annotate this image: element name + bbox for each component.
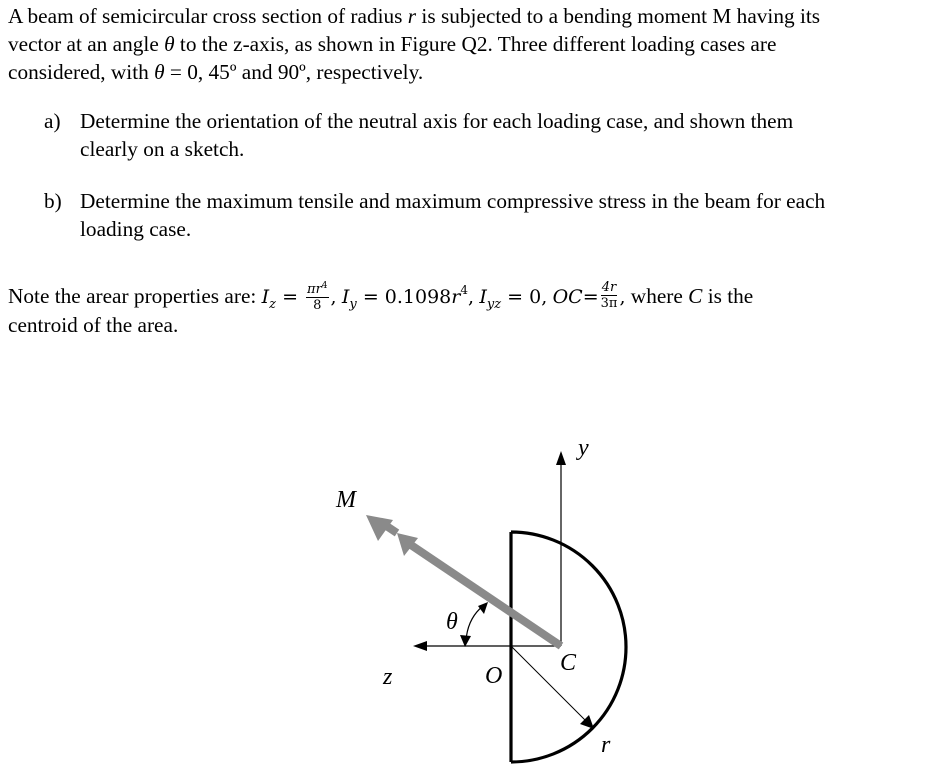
- note-where: where: [625, 284, 689, 308]
- z-axis-label: z: [383, 664, 393, 690]
- Iy-subscript: y: [349, 297, 357, 312]
- Iz-equals: =: [276, 286, 305, 308]
- comma: ,: [619, 286, 626, 308]
- z-axis-arrowhead: [413, 641, 427, 651]
- OC-equals: =: [582, 286, 599, 308]
- theta-label: θ: [446, 609, 458, 635]
- moment-label: M: [336, 487, 356, 513]
- theta-arrowhead-lower: [460, 635, 471, 647]
- comma: ,: [330, 286, 337, 308]
- centroid-symbol: C: [688, 284, 703, 308]
- Iy-exponent: 4: [460, 283, 468, 297]
- comma: ,: [468, 286, 475, 308]
- Iz-denominator: 8: [313, 298, 322, 314]
- Iyz-subscript: yz: [486, 297, 502, 312]
- note-line-2: centroid of the area.: [8, 313, 179, 337]
- radius-label: r: [601, 732, 611, 758]
- centroid-label: C: [560, 650, 577, 676]
- intro-text: considered, with: [8, 60, 155, 84]
- OC-label: OC: [552, 286, 583, 308]
- note-suffix: is the: [702, 284, 754, 308]
- part-a-line-1: Determine the orientation of the neutral axis for each loading case, and shown them: [80, 109, 794, 133]
- y-axis-label: y: [578, 435, 589, 461]
- intro-text: is subjected to a bending moment M having its: [416, 4, 821, 28]
- part-a-line-2: clearly on a sketch.: [80, 137, 245, 161]
- theta-arc: [466, 606, 483, 640]
- Iyz-value: = 0: [501, 286, 542, 308]
- OC-denominator: 3π: [600, 296, 618, 312]
- comma: ,: [541, 286, 548, 308]
- Iyz-symbol: I: [479, 286, 487, 308]
- part-b-line-1: Determine the maximum tensile and maximum compressive stress in the beam for each: [80, 189, 826, 213]
- Iy-var: r: [451, 286, 461, 308]
- Iz-num-exponent: 4: [321, 281, 328, 292]
- part-b-label: b): [44, 189, 62, 213]
- intro-text: vector at an angle: [8, 32, 165, 56]
- Iz-subscript: z: [269, 297, 277, 312]
- intro-text: = 0, 45º and 90º, respectively.: [164, 60, 424, 84]
- theta-symbol: θ: [154, 60, 165, 84]
- semicircle-section: [511, 532, 626, 762]
- Iy-symbol: I: [341, 286, 350, 308]
- theta-symbol: θ: [164, 32, 175, 56]
- radius-line: [511, 646, 588, 723]
- OC-num-text: 4r: [601, 280, 617, 296]
- intro-text: to the z-axis, as shown in Figure Q2. Three different loading cases are: [174, 32, 777, 56]
- y-axis-arrowhead: [556, 451, 566, 465]
- note-prefix: Note the arear properties are:: [8, 284, 262, 308]
- theta-arrowhead-upper: [478, 602, 488, 614]
- intro-text: A beam of semicircular cross section of radius: [8, 4, 408, 28]
- Iz-num-text: πr: [307, 282, 322, 298]
- part-a-label: a): [44, 109, 61, 133]
- part-b-line-2: loading case.: [80, 217, 192, 241]
- radius-symbol: r: [407, 4, 417, 28]
- Iy-value: = 0.1098: [356, 286, 452, 308]
- origin-label: O: [485, 663, 503, 689]
- Iz-symbol: I: [261, 286, 270, 308]
